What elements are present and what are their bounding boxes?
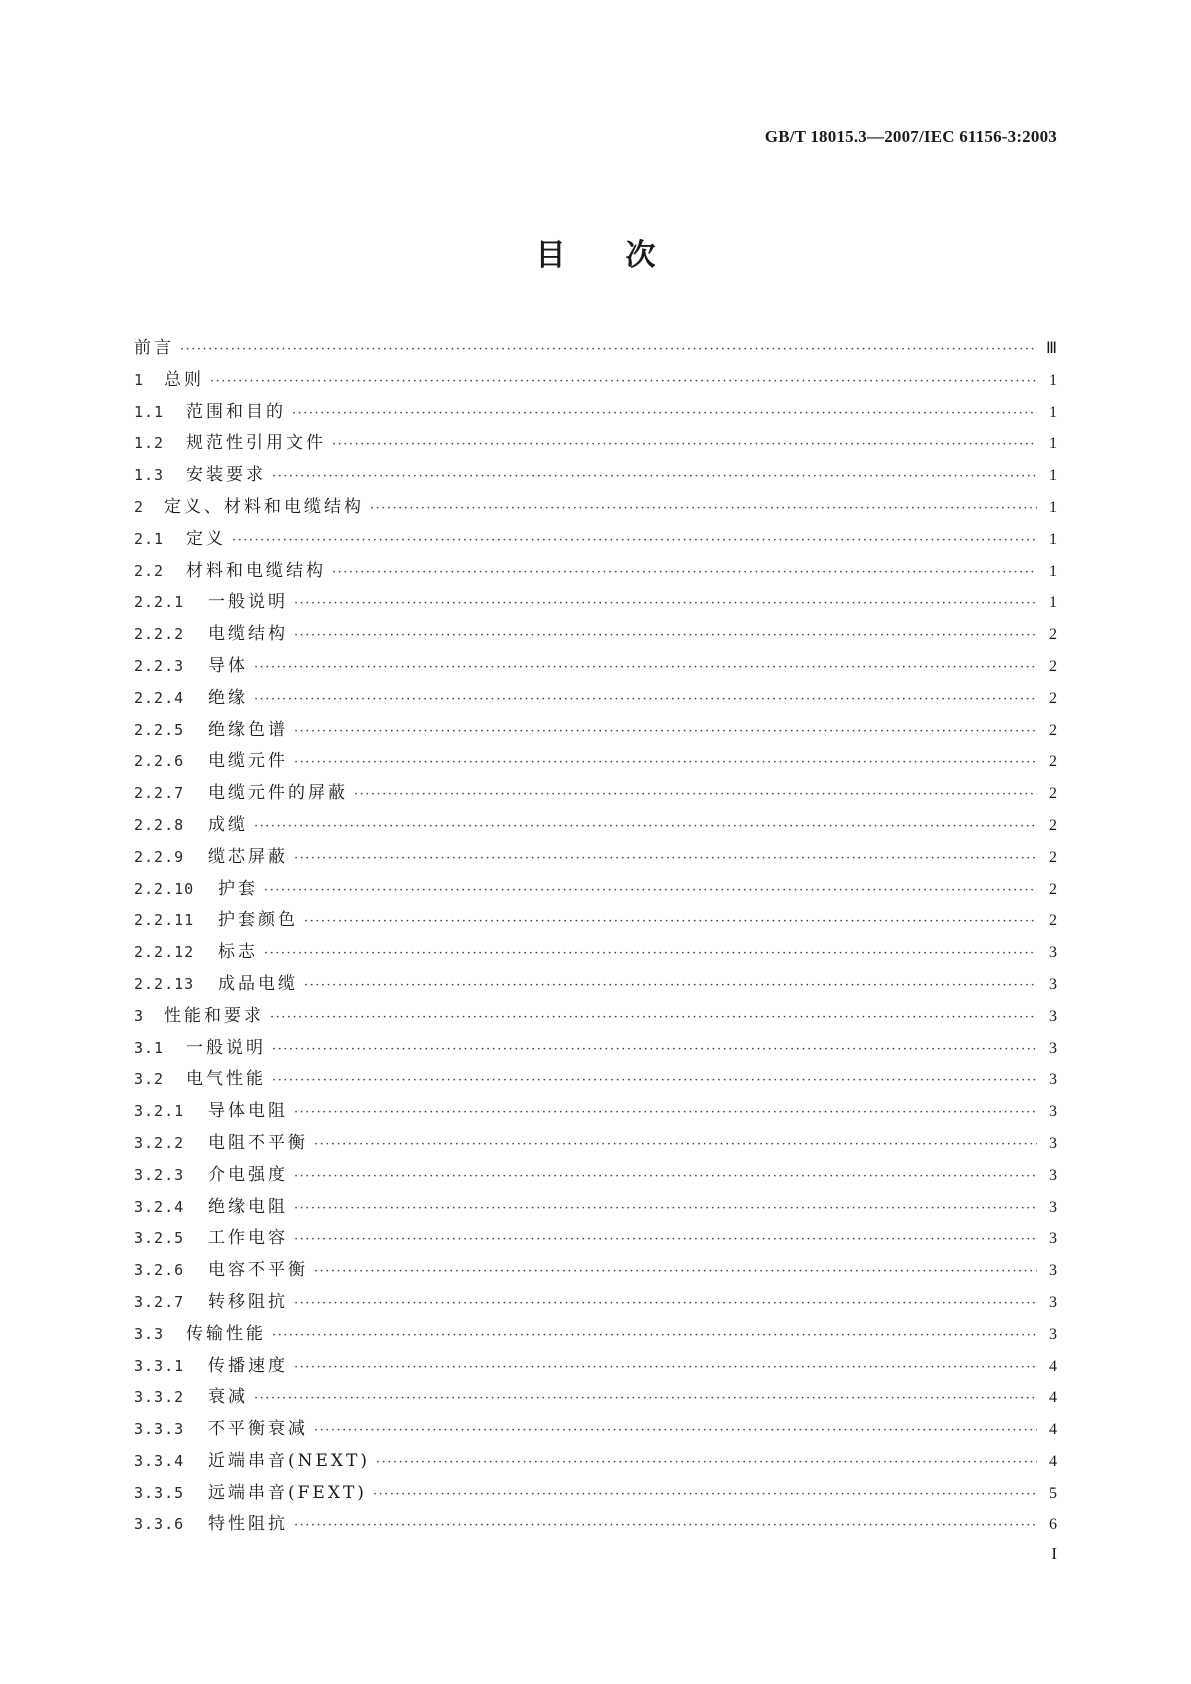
toc-leader-dots [254,693,1037,706]
toc-leader-dots [264,884,1037,897]
toc-entry-label: 护套 [218,878,258,899]
toc-entry-number: 3 [134,1006,145,1025]
toc-leader-dots [332,566,1037,579]
toc-entry[interactable] [134,1096,1057,1128]
toc-entry-number: 3.3.6 [134,1515,185,1534]
toc-entry-number: 2.2.4 [134,688,185,707]
toc-entry-page: 4 [1049,1357,1057,1375]
page-number: I [1051,1544,1057,1563]
toc-entry-page: 1 [1049,498,1057,516]
toc-entry-label: 工作电容 [208,1228,288,1249]
toc-entry-number: 1.3 [134,466,165,485]
toc-entry-page: 2 [1049,721,1057,739]
toc-entry-number: 2.2.8 [134,815,185,834]
toc-leader-dots [294,1106,1037,1119]
toc-entry-label: 规范性引用文件 [186,433,326,454]
toc-entry-page: 1 [1049,435,1057,453]
toc-leader-dots [264,947,1037,960]
toc-entry[interactable] [134,810,1057,842]
toc-entry[interactable] [134,842,1057,874]
toc-entry-number: 3.2.5 [134,1229,185,1248]
toc-entry-number: 2.2 [134,561,165,580]
toc-entry-number: 2.2.6 [134,752,185,771]
toc-entry[interactable] [134,1509,1057,1541]
toc-entry-number: 2.2.2 [134,625,185,644]
toc-leader-dots [254,1392,1037,1405]
toc-entry-page: Ⅲ [1045,340,1057,357]
toc-leader-dots [370,502,1037,515]
toc-entry[interactable] [134,1255,1057,1287]
toc-entry[interactable] [134,1192,1057,1224]
toc-entry-page: 4 [1049,1421,1057,1439]
toc-entry-page: 3 [1049,1134,1057,1152]
toc-entry-page: 1 [1049,467,1057,485]
toc-entry-number: 1 [134,370,145,389]
toc-entry-page: 1 [1049,403,1057,421]
toc-entry-number: 1.2 [134,434,165,453]
table-of-contents [134,333,1057,1541]
toc-entry-page: 1 [1049,594,1057,612]
toc-entry-page: 1 [1049,530,1057,548]
toc-entry-number: 3.3.4 [134,1451,185,1470]
toc-entry-page: 3 [1049,1293,1057,1311]
toc-entry-page: 2 [1049,912,1057,930]
toc-entry[interactable] [134,905,1057,937]
toc-leader-dots [270,1011,1037,1024]
toc-entry-number: 3.3.2 [134,1388,185,1407]
toc-entry[interactable] [134,1001,1057,1033]
toc-leader-dots [354,788,1037,801]
toc-leader-dots [294,597,1037,610]
toc-entry[interactable] [134,683,1057,715]
toc-entry[interactable] [134,1478,1057,1510]
toc-entry-label: 标志 [218,942,258,963]
toc-entry-page: 3 [1049,1007,1057,1025]
toc-entry-label: 护套颜色 [218,910,298,931]
toc-entry-number: 3.1 [134,1038,165,1057]
toc-entry[interactable] [134,1319,1057,1351]
toc-leader-dots [294,1202,1037,1215]
toc-leader-dots [304,979,1037,992]
toc-leader-dots [294,1297,1037,1310]
toc-entry-number: 2.2.1 [134,593,185,612]
toc-entry-page: 1 [1049,371,1057,389]
toc-entry[interactable] [134,1414,1057,1446]
toc-entry[interactable] [134,460,1057,492]
toc-leader-dots [373,1488,1037,1501]
toc-entry-page: 4 [1049,1452,1057,1470]
toc-leader-dots [272,470,1037,483]
toc-entry-page: 3 [1049,1039,1057,1057]
toc-entry[interactable] [134,715,1057,747]
toc-entry-page: 2 [1049,689,1057,707]
toc-entry-page: 3 [1049,975,1057,993]
toc-entry-page: 3 [1049,1325,1057,1343]
toc-entry[interactable] [134,556,1057,588]
toc-entry[interactable] [134,524,1057,556]
standard-code: GB/T 18015.3—2007/IEC 61156-3:2003 [764,127,1057,146]
toc-entry-page: 2 [1049,657,1057,675]
toc-entry-number: 3.3 [134,1324,165,1343]
toc-leader-dots [294,1233,1037,1246]
toc-entry[interactable] [134,619,1057,651]
toc-entry-label: 总则 [164,369,204,390]
toc-entry-number: 2.1 [134,529,165,548]
toc-entry-label: 范围和目的 [186,401,286,422]
toc-leader-dots [314,1265,1037,1278]
toc-entry-page: 3 [1049,1230,1057,1248]
toc-entry-page: 3 [1049,1103,1057,1121]
toc-entry-label: 定义 [186,528,226,549]
toc-leader-dots [294,1361,1037,1374]
toc-entry[interactable] [134,365,1057,397]
toc-entry-number: 2.2.5 [134,720,185,739]
toc-entry-page: 2 [1049,816,1057,834]
toc-entry-label: 成缆 [208,814,248,835]
toc-entry-number: 3.3.5 [134,1483,185,1502]
toc-entry-label: 远端串音(FEXT) [208,1482,367,1503]
toc-leader-dots [294,629,1037,642]
toc-entry-number: 2.2.7 [134,784,185,803]
toc-entry-label: 缆芯屏蔽 [208,846,288,867]
toc-entry-number: 3.2 [134,1070,165,1089]
toc-entry-number: 2.2.13 [134,974,195,993]
toc-leader-dots [376,1456,1037,1469]
toc-entry-label: 导体 [208,655,248,676]
toc-entry-page: 2 [1049,880,1057,898]
toc-entry-number: 3.3.1 [134,1356,185,1375]
toc-leader-dots [314,1424,1037,1437]
toc-entry[interactable] [134,1446,1057,1478]
toc-entry-number: 2.2.11 [134,911,195,930]
toc-entry-page: 3 [1049,1198,1057,1216]
toc-leader-dots [210,375,1037,388]
toc-entry-page: 3 [1049,1262,1057,1280]
toc-entry-number: 3.2.4 [134,1197,185,1216]
toc-entry-label: 成品电缆 [218,973,298,994]
toc-entry-number: 2.2.3 [134,656,185,675]
toc-entry-number: 3.2.6 [134,1261,185,1280]
toc-entry-label: 绝缘 [208,687,248,708]
page-title: 目 次 [535,238,656,273]
toc-leader-dots [292,407,1037,420]
toc-leader-dots [332,438,1037,451]
toc-entry-label: 近端串音(NEXT) [208,1450,370,1471]
toc-entry-label: 电阻不平衡 [208,1132,308,1153]
toc-entry-label: 传播速度 [208,1355,288,1376]
toc-entry-label: 电气性能 [186,1069,266,1090]
toc-entry-page: 6 [1049,1516,1057,1534]
toc-entry-number: 1.1 [134,402,165,421]
toc-entry-label: 安装要求 [186,465,266,486]
toc-entry-number: 2.2.9 [134,847,185,866]
toc-entry-label: 电容不平衡 [208,1260,308,1281]
toc-entry-label: 电缆结构 [208,624,288,645]
toc-entry-number: 2.2.10 [134,879,195,898]
toc-entry[interactable] [134,1223,1057,1255]
toc-entry[interactable] [134,397,1057,429]
toc-entry[interactable] [134,969,1057,1001]
toc-leader-dots [294,725,1037,738]
toc-leader-dots [272,1329,1037,1342]
toc-entry-label: 转移阻抗 [208,1291,288,1312]
toc-leader-dots [294,1519,1037,1532]
toc-entry-page: 3 [1049,944,1057,962]
toc-leader-dots [232,534,1037,547]
toc-entry-page: 3 [1049,1166,1057,1184]
toc-entry-number: 3.2.2 [134,1133,185,1152]
toc-entry-label: 一般说明 [186,1037,266,1058]
toc-entry[interactable] [134,1351,1057,1383]
toc-entry-number: 3.2.1 [134,1102,185,1121]
toc-entry-page: 3 [1049,1071,1057,1089]
toc-leader-dots [314,1138,1037,1151]
toc-entry-page: 2 [1049,785,1057,803]
toc-entry-label: 定义、材料和电缆结构 [164,496,364,517]
toc-entry-label: 一般说明 [208,592,288,613]
toc-entry[interactable] [134,1160,1057,1192]
toc-entry-label: 衰减 [208,1387,248,1408]
toc-entry-page: 1 [1049,562,1057,580]
toc-entry[interactable] [134,1287,1057,1319]
toc-leader-dots [304,915,1037,928]
toc-entry-label: 传输性能 [186,1323,266,1344]
toc-leader-dots [272,1074,1037,1087]
toc-leader-dots [180,343,1037,356]
toc-entry-label: 不平衡衰减 [208,1419,308,1440]
toc-entry-number: 3.3.3 [134,1420,185,1439]
toc-entry-number: 3.2.7 [134,1292,185,1311]
toc-entry[interactable] [134,587,1057,619]
toc-leader-dots [254,820,1037,833]
toc-entry-label: 介电强度 [208,1164,288,1185]
toc-leader-dots [294,1170,1037,1183]
toc-entry-page: 4 [1049,1389,1057,1407]
toc-entry-label: 性能和要求 [164,1005,264,1026]
toc-leader-dots [272,1043,1037,1056]
toc-entry-page: 2 [1049,626,1057,644]
toc-entry[interactable] [134,492,1057,524]
toc-entry-label: 前言 [134,338,174,358]
toc-leader-dots [254,661,1037,674]
toc-entry-page: 2 [1049,753,1057,771]
toc-entry-number: 2 [134,497,145,516]
toc-entry-label: 特性阻抗 [208,1514,288,1535]
toc-entry-page: 2 [1049,848,1057,866]
toc-entry[interactable] [134,1382,1057,1414]
toc-entry-label: 电缆元件的屏蔽 [208,783,348,804]
toc-entry[interactable] [134,1033,1057,1065]
toc-entry-label: 材料和电缆结构 [186,560,326,581]
toc-entry[interactable] [134,651,1057,683]
toc-entry[interactable] [134,746,1057,778]
toc-entry-page: 5 [1049,1484,1057,1502]
toc-entry[interactable] [134,428,1057,460]
toc-entry-number: 3.2.3 [134,1165,185,1184]
toc-entry-label: 导体电阻 [208,1101,288,1122]
toc-entry[interactable] [134,1128,1057,1160]
toc-entry-number: 2.2.12 [134,943,195,962]
toc-entry[interactable] [134,333,1057,365]
toc-entry[interactable] [134,874,1057,906]
toc-entry[interactable] [134,937,1057,969]
toc-leader-dots [294,756,1037,769]
toc-entry-label: 电缆元件 [208,751,288,772]
toc-entry[interactable] [134,1064,1057,1096]
toc-leader-dots [294,852,1037,865]
toc-entry-label: 绝缘色谱 [208,719,288,740]
toc-entry[interactable] [134,778,1057,810]
toc-entry-label: 绝缘电阻 [208,1196,288,1217]
